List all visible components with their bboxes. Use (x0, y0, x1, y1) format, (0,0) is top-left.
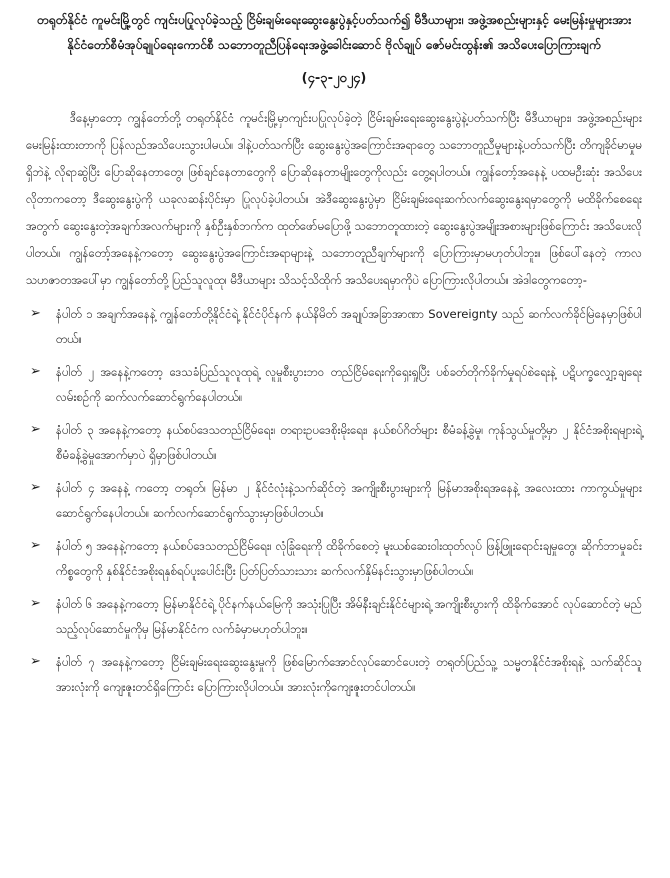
arrow-bullet-icon: ➢ (30, 422, 41, 437)
document-title: တရုတ်နိုင်ငံ ကူမင်းမြို့တွင် ကျင်းပပြုလုပ်ခဲ့သည့် ငြိမ်းချမ်းရေးဆွေးနွေးပွဲနှင့်ပတ်သက်၍ မီဒီယာများ၊ အဖွဲ့အစည်းများနှင့် မေးမြန်းမှုများအား နိုင်ငံတော်စီမံအုပ်ချုပ်ရေးကောင်စီ သဘောတူညီပြန်ရေးအဖွဲ့ခေါင်းဆောင် ဗိုလ်ချုပ် ဇော်မင်းထွန်း၏ အသိပေးပြောကြားချက် (36, 13, 632, 52)
point-text: နံပါတ် ၁ အချက်အနေနဲ့ ကျွန်တော်တို့နိုင်ငံရဲ့ နိုင်ငံပိုင်နက် နယ်နိမိတ် အချုပ်အခြာအာဏာ Sovereignty သည် ဆက်လက်ခိုင်မြဲနေမှာဖြစ်ပါတယ်။ (56, 307, 642, 346)
points-list (26, 302, 642, 700)
list-item (26, 650, 642, 700)
point-text: နံပါတ် ၆ အနေနဲ့ကတော့ မြန်မာနိုင်ငံရဲ့ ပိုင်နက်နယ်မြေကို အသုံးပြုပြီး အိမ်နီးချင်းနိုင်ငံများရဲ့ အကျိုးစီးပွားကို ထိခိုက်အောင် လုပ်ဆောင်တဲ့ မည်သည့်လုပ်ဆောင်မှုကိုမှ မြန်မာနိုင်ငံက လက်ခံမှာမဟုတ်ပါဘူး။ (56, 597, 642, 636)
arrow-bullet-icon: ➢ (30, 480, 41, 495)
arrow-bullet-icon: ➢ (30, 654, 41, 669)
document-date: (၄-၃-၂၀၂၄) (301, 71, 367, 86)
arrow-bullet-icon: ➢ (30, 306, 41, 321)
list-item (26, 418, 642, 468)
list-item (26, 534, 642, 584)
point-text: နံပါတ် ၅ အနေနဲ့ကတော့ နယ်စပ်ဒေသတည်ငြိမ်ရေး၊ လုံခြုံရေးကို ထိခိုက်စေတဲ့ မူးယစ်ဆေးဝါးထုတ်လုပ် ဖြန့်ဖြူးရောင်းချမှုတွေ၊ ဆိုက်ဘာမှုခင်းကိစ္စတွေကို နှစ်နိုင်ငံအစိုးရနှစ်ရပ်ပူးပေါင်းပြီး ပြတ်ပြတ်သားသား ဆက်လက်နှိမ်နင်းသွားမှာဖြစ်ပါတယ်။ (56, 539, 642, 578)
arrow-bullet-icon: ➢ (30, 364, 41, 379)
arrow-bullet-icon: ➢ (30, 538, 41, 553)
point-text: နံပါတ် ၃ အနေနဲ့ကတော့ နယ်စပ်ဒေသတည်ငြိမ်ရေး၊ တရားဥပဒေစိုးမိုးရေး၊ နယ်စပ်ဂိတ်များ စီမံခန့်ခွဲမှု၊ ကုန်သွယ်မှုတို့မှာ ၂ နိုင်ငံအစိုးရများရဲ့ စီမံခန့်ခွဲမှုအောက်မှာပဲ ရှိမှာဖြစ်ပါတယ်။ (56, 423, 642, 462)
point-text: နံပါတ် ၂ အနေနဲ့ကတော့ ဒေသခံပြည်သူလူထုရဲ့ လူမှုစီးပွားဘဝ တည်ငြိမ်ရေးကိုရှေးရှုပြီး ပစ်ခတ်တိုက်ခိုက်မှုရပ်စဲရေးနဲ့ ပဋိပက္ခလျှော့ချရေး လမ်းစဉ်ကို ဆက်လက်ဆောင်ရွက်နေပါတယ်။ (56, 365, 642, 404)
list-item (26, 592, 642, 642)
list-item (26, 476, 642, 526)
list-item (26, 360, 642, 410)
intro-paragraph: ဒီနေ့မှာတော့ ကျွန်တော်တို့ တရုတ်နိုင်ငံ ကူမင်းမြို့မှာကျင်းပပြုလုပ်ခဲ့တဲ့ ငြိမ်းချမ်းရေးဆွေးနွေးပွဲနဲ့ပတ်သက်ပြီး မီဒီယာများ၊ အဖွဲ့အစည်းများ မေးမြန်းထားတာကို ပြန်လည်အသိပေးသွားပါမယ်။ ဒါနဲ့ပတ်သက်ပြီး ဆွေးနွေးပွဲအကြောင်းအရာတွေ သဘောတူညီမှုများနဲ့ပတ်သက်ပြီး တိကျခိုင်မာမှုမရှိဘဲနဲ့ လိုရာဆွဲပြီး ပြောဆိုနေတာတွေ၊ ဖြစ်ချင်နေတာတွေကို ပြောဆိုနေတာမျိုးတွေကိုလည်း တွေ့ရပါတယ်။ ကျွန်တော့်အနေနဲ့ ပထမဦးဆုံး အသိပေးလိုတာကတော့ ဒီဆွေးနွေးပွဲကို ယခုလဆန်းပိုင်းမှာ ပြုလုပ်ခဲ့ပါတယ်။ အဲဒီဆွေးနွေးပွဲမှာ ငြိမ်းချမ်းရေးဆက်လက်ဆွေးနွေးရမှာတွေကို မထိခိုက်စေရေးအတွက် ဆွေးနွေးတဲ့အချက်အလက်များကို နှစ်ဦးနှစ်ဘက်က ထုတ်ဖော်မပြောဖို့ သဘောတူထားတဲ့ ဆွေးနွေးပွဲအမျိုးအစားများဖြစ်ကြောင်း အသိပေးလိုပါတယ်။ ကျွန်တော့်အနေနဲ့ကတော့ ဆွေးနွေးပွဲအကြောင်းအရာများနဲ့ သဘောတူညီချက်များကို ပြောကြားမှာမဟုတ်ပါဘူး။ ဖြစ်ပေါ်နေတဲ့ ကာလသဟဇာတအပေါ်မှာ ကျွန်တော်တို့ ပြည်သူလူထု၊ မီဒီယာများ သိသင့်သိထိုက် အသိပေးရမှာကိုပဲ ပြောကြားလိုပါတယ်။ အဲဒါတွေကတော့- (26, 111, 642, 287)
list-item (26, 302, 642, 352)
point-text: နံပါတ် ၇ အနေနဲ့ကတော့ ငြိမ်းချမ်းရေးဆွေးနွေးမှုကို ဖြစ်မြောက်အောင်လုပ်ဆောင်ပေးတဲ့ တရုတ်ပြည်သူ့ သမ္မတနိုင်ငံအစိုးရနဲ့ သက်ဆိုင်သူအားလုံးကို ကျေးဇူးတင်ရှိကြောင်း ပြောကြားလိုပါတယ်။ အားလုံးကိုကျေးဇူးတင်ပါတယ်။ (56, 655, 642, 694)
point-text: နံပါတ် ၄ အနေနဲ့ ကတော့ တရုတ်၊ မြန်မာ ၂ နိုင်ငံလုံးနဲ့သက်ဆိုင်တဲ့ အကျိုးစီးပွားများကို မြန်မာအစိုးရအနေနဲ့ အလေးထား ကာကွယ်မှုများ ဆောင်ရွက်နေပါတယ်။ ဆက်လက်ဆောင်ရွက်သွားမှာဖြစ်ပါတယ်။ (56, 481, 642, 520)
arrow-bullet-icon: ➢ (30, 596, 41, 611)
